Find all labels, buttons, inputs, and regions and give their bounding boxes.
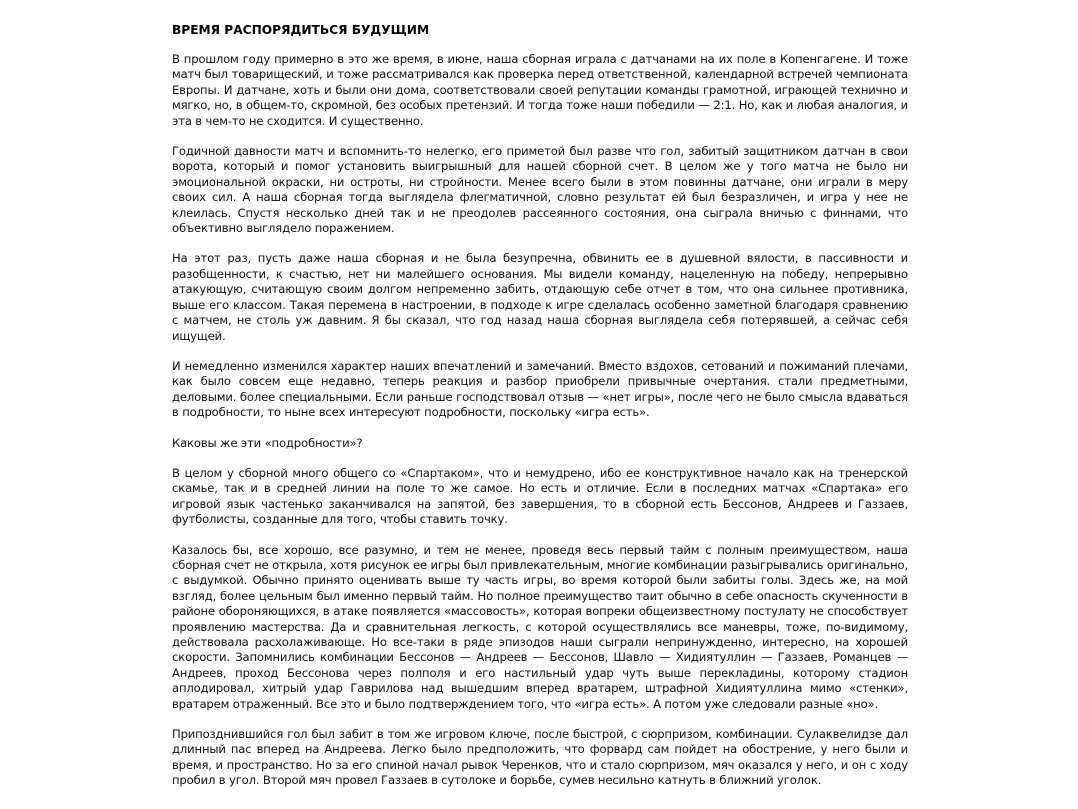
article-paragraph-4: И немедленно изменился характер наших впечатлений и замечаний. Вместо вздохов, сетований и пожиманий плечами, как было совсем еще недавно, теперь реакция и разбор приобрели привычные очертания. стали предметными, деловыми. более специальными. Если раньше господствовал отзыв — «нет игры», после чего не было смысла вдаваться в подробности, то ныне всех интересуют подробности, поскольку «игра есть». <box>172 358 908 420</box>
article-paragraph-2: Годичной давности матч и вспомнить-то нелегко, его приметой был разве что гол, забитый защитником датчан в свои ворота, который и помог установить выигрышный для нашей сборной счет. В целом же у того матча не было ни эмоциональной окраски, ни остроты, ни стройности. Менее всего были в этом повинны датчане, они играли в меру своих сил. А наша сборная тогда выглядела флегматичной, словно результат ей был безразличен, и игра у нее не клеилась. Спустя несколько дней так и не преодолев рассеянного состояния, она сыграла вничью с финнами, что объективно выглядело поражением. <box>172 144 908 236</box>
article <box>172 22 908 804</box>
article-title: ВРЕМЯ РАСПОРЯДИТЬСЯ БУДУЩИМ <box>172 23 430 37</box>
article-paragraph-6: В целом у сборной много общего со «Спартаком», что и немудрено, ибо ее конструктивное начало как на тренерской скамье, так и в средней линии на поле то же самое. Но есть и отличие. Если в последних матчах «Спартака» его игровой язык частенько заканчивался на запятой, без завершения, то в сборной есть Бессонов, Андреев и Газзаев, футболисты, созданные для того, чтобы ставить точку. <box>172 465 908 527</box>
article-paragraph-8: Припозднившийся гол был забит в том же игровом ключе, после быстрой, с сюрпризом, комбинации. Сулаквелидзе дал длинный пас вперед на Андреева. Легко было предположить, что форвард сам пойдет на обострение, у него были и время, и пространство. Но за его спиной начал рывок Черенков, что и стало сюрпризом, мяч оказался у него, и он с ходу пробил в угол. Второй мяч провел Газзаев в сутолоке и борьбе, сумев несильно катнуть в ближний уголок. <box>172 727 908 788</box>
article-paragraph-3: На этот раз, пусть даже наша сборная и не была безупречна, обвинить ее в душевной вялости, в пассивности и разобщенности, к счастью, нет ни малейшего основания. Мы видели команду, нацеленную на победу, непрерывно атакующую, считающую своим долгом непременно забить, отдающую себе отчет в том, что она сильнее противника, выше его классом. Такая перемена в настроении, в подходе к игре сделалась особенно заметной благодаря сравнению с матчем, не столь уж давним. Я бы сказал, что год назад наша сборная выглядела себя потерявшей, а сейчас себя ищущей. <box>172 251 908 343</box>
article-paragraph-7: Казалось бы, все хорошо, все разумно, и тем не менее, проведя весь первый тайм с полным преимуществом, наша сборная счет не открыла, хотя рисунок ее игры был привлекательным, многие комбинации разыгрывались оригинально, с выдумкой. Обычно принято оценивать выше ту часть игры, во время которой были забиты голы. Здесь же, на мой взгляд, более цельным был именно первый тайм. Но полное преимущество таит обычно в себе опасность скученности в районе обороняющихся, в атаке появляется «массовость», которая вопреки общеизвестному постулату не способствует проявлению мастерства. Да и сравнительная легкость, с которой осуществлялись все маневры, тоже, по-видимому, действовала расхолаживающе. Но все-таки в ряде эпизодов наши сыграли непринужденно, интересно, на хорошей скорости. Запомнились комбинации Бессонов — Андреев — Бессонов, Шавло — Хидиятуллин — Газзаев, Романцев — Андреев, проход Бессонова через полполя и его настильный удар чуть выше перекладины, которому стадион аплодировал, хитрый удар Гаврилова над вышедшим вперед вратарем, штрафной Хидиятуллина мимо «стенки», вратарем отраженный. Все это и было подтверждением того, что «игра есть». А потом уже следовали разные «но». <box>172 542 908 711</box>
article-paragraph-5: Каковы же эти «подробности»? <box>172 435 363 450</box>
article-paragraph-1: В прошлом году примерно в это же время, в июне, наша сборная играла с датчанами на их поле в Копенгагене. И тоже матч был товарищеский, и тоже рассматривался как проверка перед ответственной, календарной встречей чемпионата Европы. И датчане, хоть и были они дома, соответствовали своей репутации команды грамотной, играющей технично и мягко, но, в общем-то, скромной, без особых претензий. И тогда тоже наши победили — 2:1. Но, как и любая аналогия, и эта в чем-то не сходится. И существенно. <box>172 52 908 128</box>
